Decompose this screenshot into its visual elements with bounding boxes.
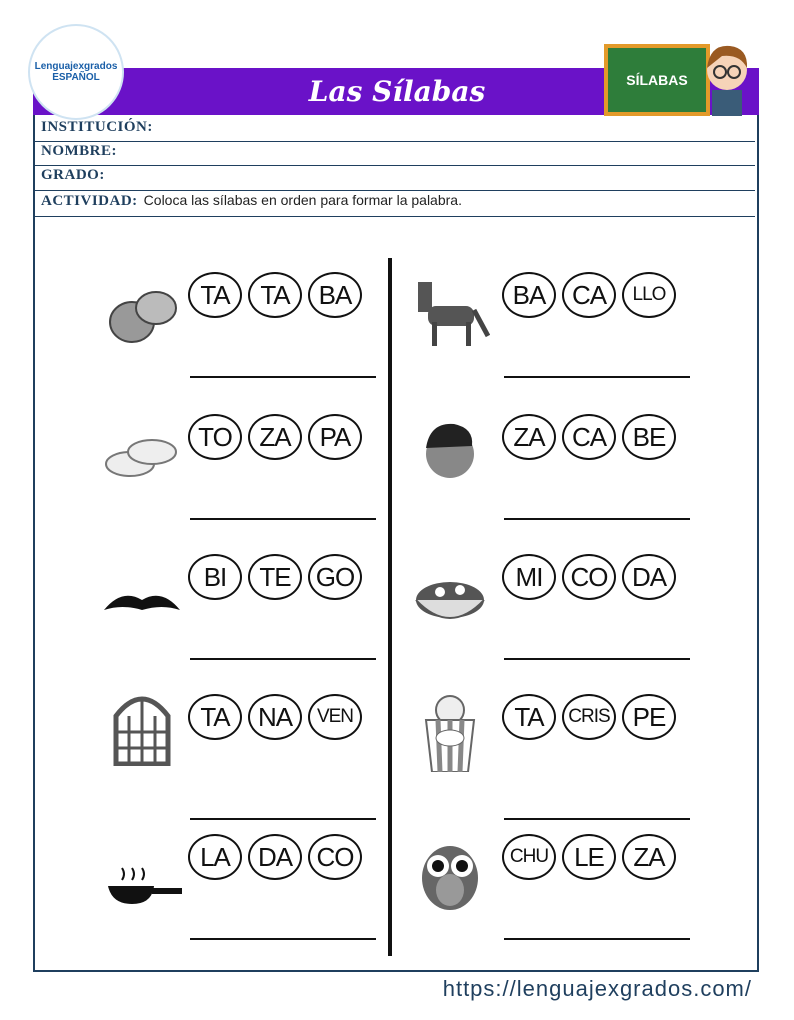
answer-line[interactable] [504, 376, 690, 378]
syllable-circle: BI [188, 554, 242, 600]
exercise-item [102, 694, 402, 834]
exercise-item [410, 834, 710, 974]
window-icon [102, 686, 182, 766]
syllable-circle: NA [248, 694, 302, 740]
logo: Lenguajexgrados ESPAÑOL [28, 24, 124, 120]
syllable-circle: CA [562, 414, 616, 460]
syllable-circle: CA [562, 272, 616, 318]
exercise-item [410, 554, 710, 694]
syllable-circle: GO [308, 554, 362, 600]
answer-line[interactable] [190, 818, 376, 820]
field-label: INSTITUCIÓN: [41, 119, 153, 135]
exercise-item [102, 414, 402, 554]
field-label: ACTIVIDAD: [41, 193, 138, 209]
syllable-circle: TO [188, 414, 242, 460]
syllable-circle: CO [562, 554, 616, 600]
field-actividad [35, 192, 755, 217]
syllable-circle: PE [622, 694, 676, 740]
syllable-circle: LLO [622, 272, 676, 318]
page-title: Las Sílabas [308, 75, 486, 108]
answer-line[interactable] [190, 658, 376, 660]
syllable-circle: ZA [502, 414, 556, 460]
syllable-circle: ZA [248, 414, 302, 460]
syllable-circle: LE [562, 834, 616, 880]
answer-line[interactable] [504, 518, 690, 520]
syllable-circle: CO [308, 834, 362, 880]
pan-icon [102, 832, 182, 912]
exercise-item [102, 554, 402, 694]
answer-line[interactable] [504, 938, 690, 940]
syllable-circle: LA [188, 834, 242, 880]
mustache-icon [102, 552, 182, 632]
syllable-circle: ZA [622, 834, 676, 880]
salad-icon [410, 552, 490, 632]
popcorn-icon [410, 692, 490, 772]
syllable-circle: DA [622, 554, 676, 600]
field-label: NOMBRE: [41, 143, 117, 159]
website-url[interactable]: https://lenguajexgrados.com/ [442, 976, 752, 1001]
syllable-circle: TA [188, 272, 242, 318]
syllable-circle: BA [308, 272, 362, 318]
answer-line[interactable] [504, 658, 690, 660]
syllable-circle: BA [502, 272, 556, 318]
syllable-circle: TA [248, 272, 302, 318]
syllable-circle: TA [188, 694, 242, 740]
activity-instructions: Coloca las sílabas en orden para formar la palabra. [143, 192, 462, 208]
head-icon [410, 412, 490, 492]
silabas-badge: SÍLABAS [604, 44, 710, 116]
field-institucion[interactable] [35, 118, 755, 142]
exercise-item [102, 834, 402, 974]
syllable-circle: CHU [502, 834, 556, 880]
syllable-circle: MI [502, 554, 556, 600]
exercise-item [410, 414, 710, 554]
syllable-circle: CRIS [562, 694, 616, 740]
exercise-item [410, 272, 710, 412]
shoes-icon [102, 412, 182, 492]
answer-line[interactable] [190, 376, 376, 378]
answer-line[interactable] [190, 938, 376, 940]
syllable-circle: DA [248, 834, 302, 880]
field-nombre[interactable] [35, 142, 755, 166]
potato-icon [102, 270, 182, 350]
field-label: GRADO: [41, 167, 105, 183]
syllable-circle: VEN [308, 694, 362, 740]
horse-icon [410, 270, 490, 350]
field-grado[interactable] [35, 166, 755, 191]
owl-icon [410, 832, 490, 912]
syllable-circle: TA [502, 694, 556, 740]
kid-icon [702, 40, 752, 116]
answer-line[interactable] [190, 518, 376, 520]
syllable-circle: BE [622, 414, 676, 460]
answer-line[interactable] [504, 818, 690, 820]
exercise-item [410, 694, 710, 834]
exercise-item [102, 272, 402, 412]
syllable-circle: TE [248, 554, 302, 600]
syllable-circle: PA [308, 414, 362, 460]
